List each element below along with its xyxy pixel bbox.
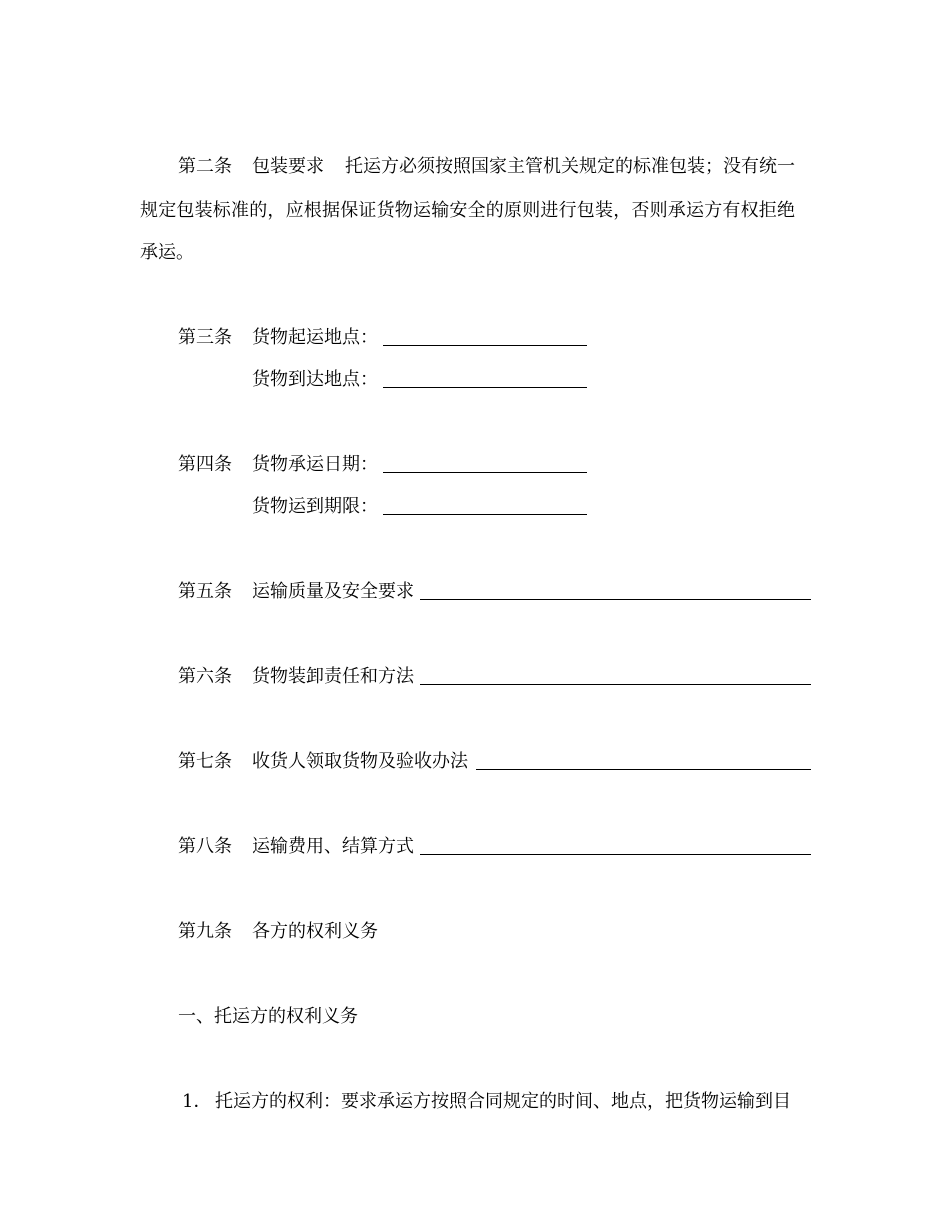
article-2-title: 包装要求 xyxy=(252,156,324,177)
article-9-number: 第九条 xyxy=(178,921,232,942)
arrival-place-blank[interactable] xyxy=(383,387,587,388)
article-2-text-line-1: 托运方必须按照国家主管机关规定的标准包装；没有统一 xyxy=(345,156,795,177)
article-7-blank[interactable] xyxy=(476,769,811,770)
section-1-heading: 一、托运方的权利义务 xyxy=(178,1006,358,1027)
item-1-number: 1． xyxy=(182,1091,212,1112)
carriage-date-label: 货物承运日期： xyxy=(252,454,378,475)
carriage-date-blank[interactable] xyxy=(383,472,587,473)
article-2-text-line-3: 承运。 xyxy=(140,242,194,263)
item-1-text: 托运方的权利：要求承运方按照合同规定的时间、地点，把货物运输到目 xyxy=(215,1091,791,1112)
article-6-label: 货物装卸责任和方法 xyxy=(252,666,414,687)
article-7-label: 收货人领取货物及验收办法 xyxy=(252,751,468,772)
article-5-label: 运输质量及安全要求 xyxy=(252,581,414,602)
article-5-blank[interactable] xyxy=(420,599,811,600)
article-4-number: 第四条 xyxy=(178,454,232,475)
article-2-text-line-2: 规定包装标准的，应根据保证货物运输安全的原则进行包装，否则承运方有权拒绝 xyxy=(140,200,796,221)
delivery-deadline-label: 货物运到期限： xyxy=(252,496,378,517)
article-6-blank[interactable] xyxy=(420,684,811,685)
article-5-number: 第五条 xyxy=(178,581,232,602)
article-8-number: 第八条 xyxy=(178,836,232,857)
article-2-number: 第二条 xyxy=(178,156,232,177)
delivery-deadline-blank[interactable] xyxy=(383,514,587,515)
departure-place-label: 货物起运地点： xyxy=(252,327,378,348)
article-9-label: 各方的权利义务 xyxy=(252,921,378,942)
article-6-number: 第六条 xyxy=(178,666,232,687)
arrival-place-label: 货物到达地点： xyxy=(252,369,378,390)
article-8-label: 运输费用、结算方式 xyxy=(252,836,414,857)
departure-place-blank[interactable] xyxy=(383,345,587,346)
article-7-number: 第七条 xyxy=(178,751,232,772)
article-3-number: 第三条 xyxy=(178,327,232,348)
article-8-blank[interactable] xyxy=(420,854,811,855)
